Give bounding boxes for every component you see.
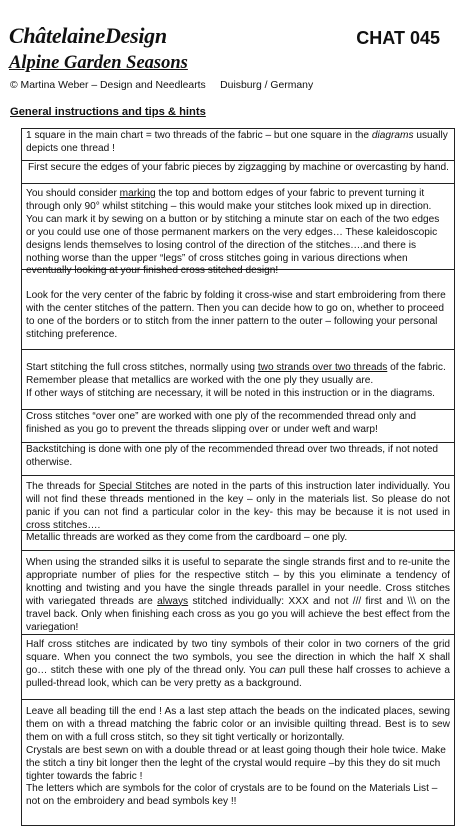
box-5-text-d: If other ways of stitching are necessary, it will be noted in this instruction or in the diagrams. — [26, 387, 435, 399]
box-1-text-b: diagrams — [371, 130, 414, 141]
box-11-text-c: pull these half crosses to achieve a pulled-thread look, which can be very pretty as a background. — [26, 664, 450, 689]
instruction-box-12 — [22, 700, 454, 825]
box-5-text-c: of the fabric. Remember please that metallics are worked with the one ply they usually are. — [26, 362, 446, 386]
box-9-text: Metallic threads are worked as they come from the cardboard – one ply. — [26, 532, 348, 543]
box-11-text-a: Half cross stitches are indicated by two tiny symbols of their color in two corners of the grid square. When you connect the two symbols, you see the direction in which the half X shall go… stitch these with one ply of the thread only. You — [26, 639, 450, 676]
instruction-box-2 — [22, 161, 454, 184]
box-8-text-b: Special Stitches — [98, 481, 172, 492]
instruction-box-9 — [22, 531, 454, 551]
instruction-box-5 — [22, 350, 454, 410]
box-8-text-c: are noted in the parts of this instruction later individually. You will not find these threads mentioned in the key – only in the materials list. So please do not panic if you can not find a particular color in the key- this may be because it is not used in cross stitches…. — [26, 481, 450, 531]
box-7-text: Backstitching is done with one ply of the recommended thread over two threads, if not noted otherwise. — [26, 444, 438, 468]
credit-line: © Martina Weber – Design and Needlearts Duisburg / Germany — [10, 80, 314, 91]
box-4-text: Look for the very center of the fabric by folding it cross-wise and start embroidering from there with the center stitches of the pattern. Then you can decide how to go on, whether to proceed to one of the borders or to stitch from the inner pattern to the outer – following your personal stitching preference. — [26, 290, 446, 340]
box-3-text-c: the top and bottom edges of your fabric to prevent turning it through only 90° whilst stitching – this would make your stitches look mixed up in direction. You can mark it by sewing on a button or by stitching a minute star on each of the two edges or you could use one of those permanent markers on the very edges… These kaleidoscopic designs lends themselves to losing control of the direction of the stitches….and there is nothing worse than the upper “legs” of cross stitches going in various directions when eventually looking at your finished cross stitched design! — [26, 188, 440, 277]
box-1-text-a: 1 square in the main chart = two threads of the fabric – but one square in the — [26, 130, 372, 141]
instruction-box-1 — [22, 129, 454, 161]
instruction-box-8 — [22, 476, 454, 531]
box-3-text-a: You should consider — [26, 188, 120, 199]
chart-code: CHAT 045 — [356, 28, 440, 48]
box-5-text-b: two strands over two threads — [257, 362, 388, 373]
design-title: Alpine Garden Seasons — [9, 53, 188, 73]
box-8-text-a: The threads for — [26, 481, 99, 492]
section-heading: General instructions and tips & hints — [10, 106, 206, 118]
box-10-text-c: stitched individually: XXX and not /// first and \\\ on the travel back. Only when finishing each cross as you go you will achieve the best effect from the variegation! — [26, 595, 450, 633]
box-2-text: First secure the edges of your fabric pieces by zigzagging by machine or overcasting by hand. — [28, 162, 449, 173]
box-12-paragraph-2: Crystals are best sewn on with a double thread or at least going though their hole twice. Make the stitch a tiny bit longer then the leght of the crystal would require –by this they do sit much tighter towards the fabric ! — [26, 744, 446, 782]
instruction-box-7 — [22, 443, 454, 476]
box-5-text-a: Start stitching the full cross stitches, normally using — [26, 362, 258, 373]
box-6-text: Cross stitches “over one” are worked with one ply of the recommended thread only and finished as you go to prevent the threads slipping over or under weft and warp! — [26, 411, 417, 435]
instruction-box-11 — [22, 635, 454, 700]
instruction-box-3 — [22, 184, 454, 277]
instruction-box-6 — [22, 410, 454, 443]
brand-logo: ChâtelaineDesign — [9, 23, 167, 48]
box-10-text-a: When using the stranded silks it is useful to separate the single strands first and to re-unite the appropriate number of plies for the respective stitch – by this you eliminate a tendency of knotting and twisting and you have the single threads parallel in your needle. Cross stitches with variegated threads are — [26, 557, 450, 607]
instruction-box-10 — [22, 551, 454, 635]
box-3-text-b: marking — [119, 188, 156, 199]
box-1-text-c: usually depicts one thread ! — [26, 130, 448, 154]
instruction-box-4 — [22, 270, 454, 350]
box-12-paragraph-3: The letters which are symbols for the color of crystals are to be found on the Materials List – not on the embroidery and bead symbols key !! — [26, 783, 438, 808]
box-11-text-b: can — [269, 664, 286, 676]
box-10-text-b: always — [157, 595, 189, 607]
box-12-paragraph-1: Leave all beading till the end ! As a last step attach the beads on the indicated places, sewing them on with a thread matching the fabric color or an invisible quilting thread. Best is to sew them on with a full cross stitch, so they sit tight vertically or horizontally. — [26, 706, 450, 743]
instructions-table — [21, 128, 455, 826]
